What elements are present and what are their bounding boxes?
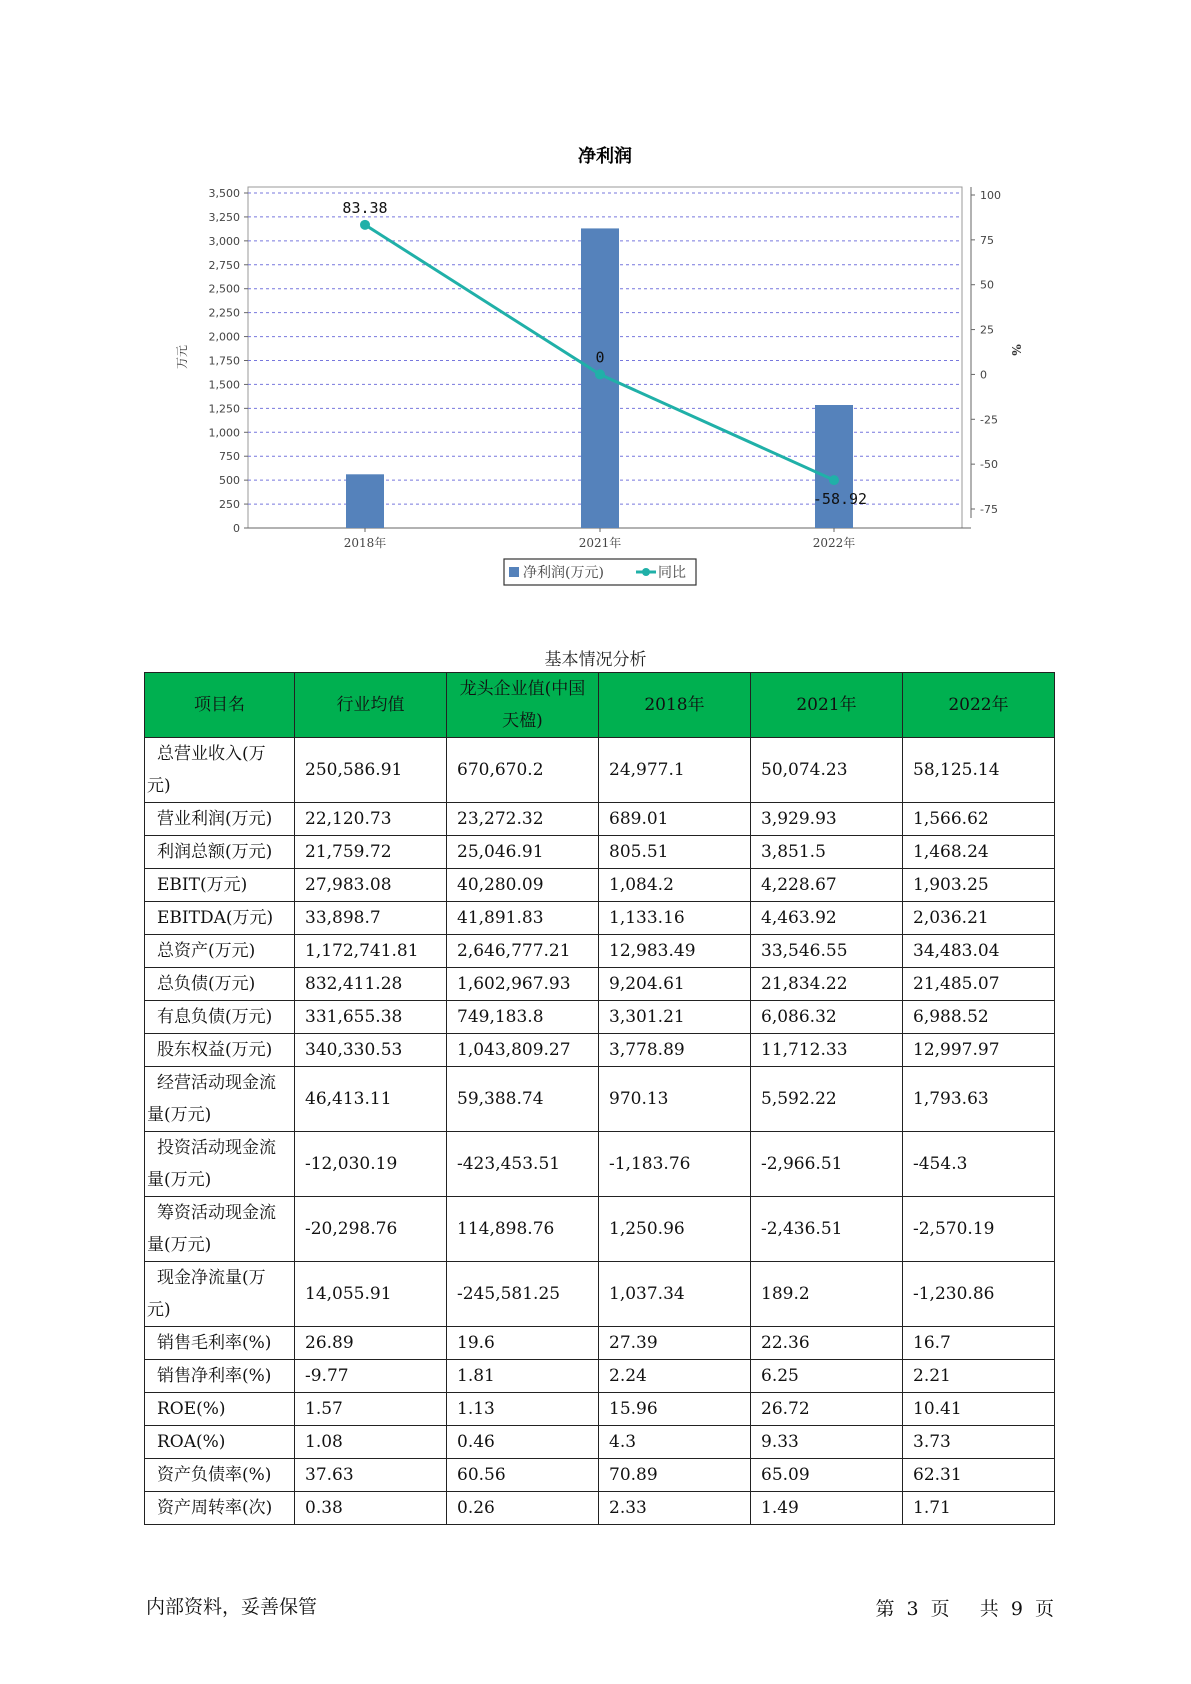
row-label: EBITDA(万元) bbox=[145, 902, 295, 935]
table-cell: 114,898.76 bbox=[447, 1197, 599, 1262]
table-cell: 12,997.97 bbox=[903, 1034, 1055, 1067]
table-row bbox=[145, 1067, 1055, 1132]
table-cell: 2,646,777.21 bbox=[447, 935, 599, 968]
table-cell: 1.71 bbox=[903, 1492, 1055, 1525]
x-category-label: 2018年 bbox=[343, 536, 387, 550]
row-label: ROA(%) bbox=[145, 1426, 295, 1459]
table-cell: 4,228.67 bbox=[751, 869, 903, 902]
table-cell: 19.6 bbox=[447, 1327, 599, 1360]
page-total: 9 bbox=[1010, 1598, 1023, 1620]
table-cell: 21,834.22 bbox=[751, 968, 903, 1001]
table-cell: 4.3 bbox=[599, 1426, 751, 1459]
right-tick-label: 75 bbox=[980, 233, 994, 247]
table-cell: 33,898.7 bbox=[295, 902, 447, 935]
table-cell: 805.51 bbox=[599, 836, 751, 869]
table-cell: 0.26 bbox=[447, 1492, 599, 1525]
left-tick-label: 3,250 bbox=[208, 210, 240, 224]
table-cell: 832,411.28 bbox=[295, 968, 447, 1001]
table-cell: 40,280.09 bbox=[447, 869, 599, 902]
left-tick-label: 1,000 bbox=[208, 426, 240, 440]
table-cell: 1,043,809.27 bbox=[447, 1034, 599, 1067]
yoy-point bbox=[829, 475, 839, 485]
table-cell: -12,030.19 bbox=[295, 1132, 447, 1197]
table-cell: 340,330.53 bbox=[295, 1034, 447, 1067]
footer-page-indicator bbox=[875, 1594, 1054, 1621]
row-label: 销售净利率(%) bbox=[145, 1360, 295, 1393]
table-cell: 1,037.34 bbox=[599, 1262, 751, 1327]
left-axis-title: 万元 bbox=[175, 344, 189, 370]
total-prefix: 共 bbox=[979, 1598, 999, 1620]
table-cell: 21,759.72 bbox=[295, 836, 447, 869]
net-profit-chart bbox=[0, 0, 1191, 600]
table-cell: 27.39 bbox=[599, 1327, 751, 1360]
table-cell: -2,966.51 bbox=[751, 1132, 903, 1197]
legend-line-marker bbox=[642, 568, 650, 576]
table-row bbox=[145, 1197, 1055, 1262]
table-cell: 58,125.14 bbox=[903, 738, 1055, 803]
table-cell: 970.13 bbox=[599, 1067, 751, 1132]
header-cell: 项目名 bbox=[145, 673, 295, 738]
row-label: ROE(%) bbox=[145, 1393, 295, 1426]
table-cell: 26.72 bbox=[751, 1393, 903, 1426]
table-cell: 26.89 bbox=[295, 1327, 447, 1360]
table-cell: 12,983.49 bbox=[599, 935, 751, 968]
table-cell: 1.57 bbox=[295, 1393, 447, 1426]
left-tick-label: 2,750 bbox=[208, 258, 240, 272]
left-tick-label: 500 bbox=[219, 474, 240, 488]
left-tick-label: 1,500 bbox=[208, 378, 240, 392]
table-cell: 2.24 bbox=[599, 1360, 751, 1393]
table-cell: 1.49 bbox=[751, 1492, 903, 1525]
row-label: 销售毛利率(%) bbox=[145, 1327, 295, 1360]
right-axis-title: % bbox=[1009, 344, 1023, 356]
table-row bbox=[145, 968, 1055, 1001]
table-cell: 189.2 bbox=[751, 1262, 903, 1327]
table-cell: 34,483.04 bbox=[903, 935, 1055, 968]
row-label: 利润总额(万元) bbox=[145, 836, 295, 869]
table-cell: 250,586.91 bbox=[295, 738, 447, 803]
yoy-point bbox=[595, 369, 605, 379]
table-row bbox=[145, 1034, 1055, 1067]
left-tick-label: 1,250 bbox=[208, 402, 240, 416]
table-cell: 1,566.62 bbox=[903, 803, 1055, 836]
table-cell: 1.08 bbox=[295, 1426, 447, 1459]
table-cell: 1,172,741.81 bbox=[295, 935, 447, 968]
table-cell: 59,388.74 bbox=[447, 1067, 599, 1132]
row-label: 营业利润(万元) bbox=[145, 803, 295, 836]
table-cell: 689.01 bbox=[599, 803, 751, 836]
table-cell: 749,183.8 bbox=[447, 1001, 599, 1034]
table-cell: -2,570.19 bbox=[903, 1197, 1055, 1262]
left-tick-label: 2,000 bbox=[208, 330, 240, 344]
legend-line-label: 同比 bbox=[658, 565, 686, 581]
header-cell: 龙头企业值(中国天楹) bbox=[447, 673, 599, 738]
right-tick-label: -50 bbox=[980, 458, 998, 472]
table-cell: 16.7 bbox=[903, 1327, 1055, 1360]
table-cell: 5,592.22 bbox=[751, 1067, 903, 1132]
table-cell: 1.81 bbox=[447, 1360, 599, 1393]
table-cell: 9.33 bbox=[751, 1426, 903, 1459]
table-row bbox=[145, 1001, 1055, 1034]
row-label: EBIT(万元) bbox=[145, 869, 295, 902]
table-cell: 50,074.23 bbox=[751, 738, 903, 803]
bar bbox=[815, 405, 853, 528]
table-row bbox=[145, 836, 1055, 869]
row-label: 股东权益(万元) bbox=[145, 1034, 295, 1067]
table-cell: 6,988.52 bbox=[903, 1001, 1055, 1034]
chart-title: 净利润 bbox=[578, 146, 632, 167]
right-tick-label: 25 bbox=[980, 323, 994, 337]
table-cell: -245,581.25 bbox=[447, 1262, 599, 1327]
header-cell: 2018年 bbox=[599, 673, 751, 738]
right-tick-label: -75 bbox=[980, 503, 998, 516]
table-cell: 11,712.33 bbox=[751, 1034, 903, 1067]
row-label: 投资活动现金流量(万元) bbox=[145, 1132, 295, 1197]
table-cell: 22.36 bbox=[751, 1327, 903, 1360]
left-tick-label: 3,500 bbox=[208, 187, 240, 200]
legend-bar-label: 净利润(万元) bbox=[523, 565, 604, 581]
table-cell: 2.33 bbox=[599, 1492, 751, 1525]
table-cell: 1,793.63 bbox=[903, 1067, 1055, 1132]
yoy-point bbox=[360, 220, 370, 230]
right-tick-label: -25 bbox=[980, 413, 998, 427]
table-cell: -20,298.76 bbox=[295, 1197, 447, 1262]
table-cell: 1,903.25 bbox=[903, 869, 1055, 902]
table-cell: 1.13 bbox=[447, 1393, 599, 1426]
table-cell: 46,413.11 bbox=[295, 1067, 447, 1132]
table-cell: -1,230.86 bbox=[903, 1262, 1055, 1327]
table-cell: 15.96 bbox=[599, 1393, 751, 1426]
table-cell: 65.09 bbox=[751, 1459, 903, 1492]
table-caption: 基本情况分析 bbox=[544, 650, 647, 670]
table-cell: 33,546.55 bbox=[751, 935, 903, 968]
table-row bbox=[145, 869, 1055, 902]
row-label: 资产负债率(%) bbox=[145, 1459, 295, 1492]
table-row bbox=[145, 1426, 1055, 1459]
page-unit: 页 bbox=[930, 1598, 950, 1620]
row-label: 总负债(万元) bbox=[145, 968, 295, 1001]
legend-bar-swatch bbox=[509, 567, 519, 577]
left-tick-label: 750 bbox=[219, 450, 240, 464]
left-tick-label: 0 bbox=[233, 522, 240, 535]
left-tick-label: 2,250 bbox=[208, 306, 240, 320]
table-cell: 25,046.91 bbox=[447, 836, 599, 869]
table-row bbox=[145, 1393, 1055, 1426]
header-cell: 行业均值 bbox=[295, 673, 447, 738]
row-label: 有息负债(万元) bbox=[145, 1001, 295, 1034]
table-cell: 21,485.07 bbox=[903, 968, 1055, 1001]
yoy-data-label: 0 bbox=[595, 348, 605, 367]
row-label: 现金净流量(万元) bbox=[145, 1262, 295, 1327]
table-row bbox=[145, 1360, 1055, 1393]
table-cell: -9.77 bbox=[295, 1360, 447, 1393]
table-cell: 3,301.21 bbox=[599, 1001, 751, 1034]
right-tick-label: 50 bbox=[980, 278, 994, 292]
table-row bbox=[145, 738, 1055, 803]
table-cell: 10.41 bbox=[903, 1393, 1055, 1426]
yoy-data-label: 83.38 bbox=[342, 198, 388, 217]
table-row bbox=[145, 1492, 1055, 1525]
table-cell: 2.21 bbox=[903, 1360, 1055, 1393]
page-prefix: 第 bbox=[875, 1598, 895, 1620]
table-cell: 1,468.24 bbox=[903, 836, 1055, 869]
page-current: 3 bbox=[906, 1598, 919, 1620]
table-cell: 0.46 bbox=[447, 1426, 599, 1459]
table-cell: 3,851.5 bbox=[751, 836, 903, 869]
row-label: 资产周转率(次) bbox=[145, 1492, 295, 1525]
table-cell: 331,655.38 bbox=[295, 1001, 447, 1034]
table-cell: 1,084.2 bbox=[599, 869, 751, 902]
table-cell: 70.89 bbox=[599, 1459, 751, 1492]
table-cell: 1,602,967.93 bbox=[447, 968, 599, 1001]
table-row bbox=[145, 1262, 1055, 1327]
left-tick-label: 1,750 bbox=[208, 354, 240, 368]
table-cell: 27,983.08 bbox=[295, 869, 447, 902]
table-row bbox=[145, 1132, 1055, 1197]
x-category-label: 2021年 bbox=[578, 536, 622, 550]
row-label: 筹资活动现金流量(万元) bbox=[145, 1197, 295, 1262]
table-cell: 37.63 bbox=[295, 1459, 447, 1492]
table-cell: -2,436.51 bbox=[751, 1197, 903, 1262]
row-label: 总营业收入(万元) bbox=[145, 738, 295, 803]
table-row bbox=[145, 935, 1055, 968]
left-tick-label: 3,000 bbox=[208, 234, 240, 248]
table-cell: 2,036.21 bbox=[903, 902, 1055, 935]
table-cell: 3,929.93 bbox=[751, 803, 903, 836]
right-tick-label: 0 bbox=[980, 368, 987, 382]
header-cell: 2022年 bbox=[903, 673, 1055, 738]
table-cell: 6,086.32 bbox=[751, 1001, 903, 1034]
table-cell: 22,120.73 bbox=[295, 803, 447, 836]
table-row bbox=[145, 1327, 1055, 1360]
row-label: 经营活动现金流量(万元) bbox=[145, 1067, 295, 1132]
table-cell: 24,977.1 bbox=[599, 738, 751, 803]
yoy-data-label: -58.92 bbox=[812, 490, 868, 509]
table-cell: 14,055.91 bbox=[295, 1262, 447, 1327]
footer-confidential-note: 内部资料，妥善保管 bbox=[146, 1596, 318, 1618]
header-cell: 2021年 bbox=[751, 673, 903, 738]
bar bbox=[346, 474, 384, 528]
table-cell: -423,453.51 bbox=[447, 1132, 599, 1197]
right-tick-label: 100 bbox=[980, 189, 1001, 202]
basic-analysis-table bbox=[144, 672, 1055, 1525]
table-cell: 1,250.96 bbox=[599, 1197, 751, 1262]
table-cell: -454.3 bbox=[903, 1132, 1055, 1197]
chart-svg bbox=[0, 0, 1191, 600]
x-category-label: 2022年 bbox=[812, 536, 856, 550]
table-cell: 41,891.83 bbox=[447, 902, 599, 935]
table-cell: 0.38 bbox=[295, 1492, 447, 1525]
row-label: 总资产(万元) bbox=[145, 935, 295, 968]
left-tick-label: 250 bbox=[219, 498, 240, 512]
table-cell: 62.31 bbox=[903, 1459, 1055, 1492]
table-cell: 9,204.61 bbox=[599, 968, 751, 1001]
table-row bbox=[145, 1459, 1055, 1492]
table-cell: 3.73 bbox=[903, 1426, 1055, 1459]
table-cell: 60.56 bbox=[447, 1459, 599, 1492]
total-unit: 页 bbox=[1034, 1598, 1054, 1620]
table-cell: 3,778.89 bbox=[599, 1034, 751, 1067]
table-cell: 6.25 bbox=[751, 1360, 903, 1393]
table-cell: 23,272.32 bbox=[447, 803, 599, 836]
table-header-row bbox=[145, 673, 1055, 738]
table-cell: 4,463.92 bbox=[751, 902, 903, 935]
table-row bbox=[145, 902, 1055, 935]
table-cell: 1,133.16 bbox=[599, 902, 751, 935]
table-row bbox=[145, 803, 1055, 836]
table-cell: -1,183.76 bbox=[599, 1132, 751, 1197]
left-tick-label: 2,500 bbox=[208, 282, 240, 296]
table-cell: 670,670.2 bbox=[447, 738, 599, 803]
